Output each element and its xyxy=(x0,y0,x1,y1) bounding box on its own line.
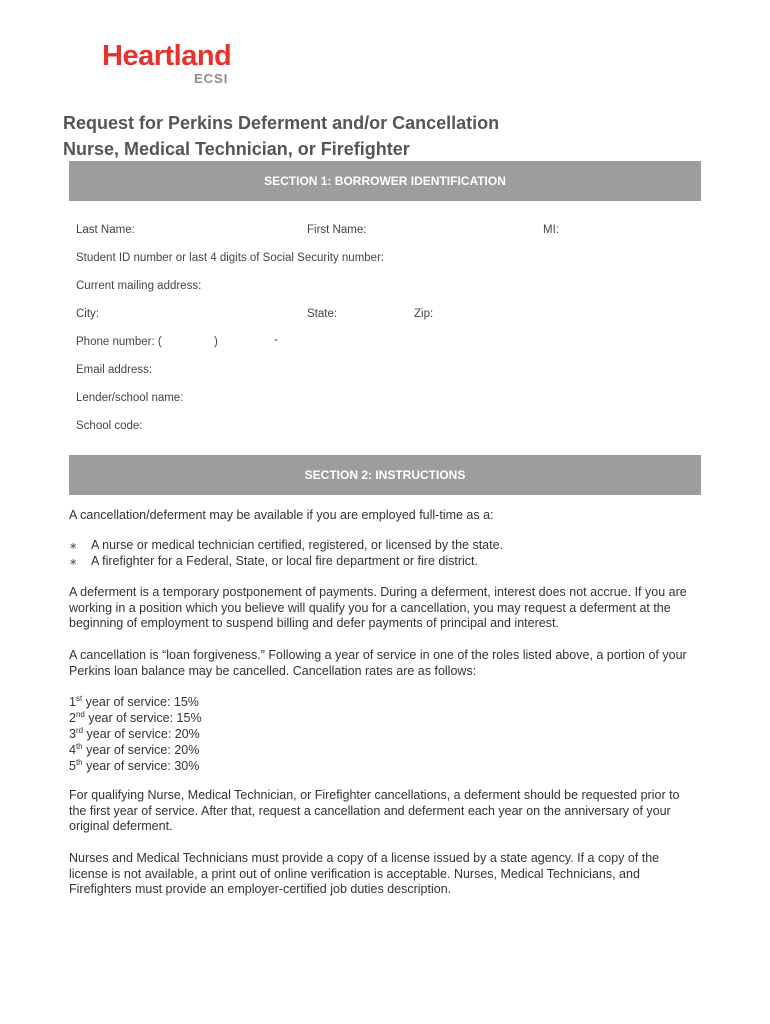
first-name-label: First Name: xyxy=(307,224,367,236)
form-subtitle: Nurse, Medical Technician, or Firefighter xyxy=(63,139,410,159)
rate-line: 3rd year of service: 20% xyxy=(69,726,200,742)
address-label: Current mailing address: xyxy=(76,280,202,292)
rate-line: 4th year of service: 20% xyxy=(69,742,200,758)
zip-label: Zip: xyxy=(414,308,434,320)
logo-subtext: ECSI xyxy=(194,71,229,86)
license-paragraph: Nurses and Medical Technicians must provide a copy of a license issued by a state agency. If a copy of the license is not available, a print out of online verification is acceptable. Nurses, Medical Technicians, and Firefighters must provide an employer-certified job duties description. xyxy=(69,851,660,896)
bullet-item: A firefighter for a Federal, State, or local fire department or fire district. xyxy=(91,554,478,568)
cancellation-paragraph: A cancellation is “loan forgiveness.” Following a year of service in one of the roles listed above, a portion of your Perkins loan balance may be cancelled. Cancellation rates are as follows: xyxy=(69,648,687,678)
section-1-header: SECTION 1: BORROWER IDENTIFICATION xyxy=(69,161,701,201)
intro-text: A cancellation/deferment may be available if you are employed full-time as a: xyxy=(69,508,494,522)
mi-label: MI: xyxy=(543,224,559,236)
rate-line: 2nd year of service: 15% xyxy=(69,710,202,726)
school-code-label: School code: xyxy=(76,420,143,432)
bullet-icon: ∗ xyxy=(69,541,78,552)
bullet-item: A nurse or medical technician certified, registered, or licensed by the state. xyxy=(91,538,504,552)
heartland-logo xyxy=(102,40,231,86)
rate-line: 5th year of service: 30% xyxy=(69,758,200,774)
logo-text: Heartland xyxy=(102,40,232,72)
email-label: Email address: xyxy=(76,364,153,376)
form-title: Request for Perkins Deferment and/or Cancellation xyxy=(63,113,500,133)
student-id-label: Student ID number or last 4 digits of Social Security number: xyxy=(76,252,385,264)
phone-paren: ) xyxy=(214,336,218,348)
state-label: State: xyxy=(307,308,338,320)
bullet-icon: ∗ xyxy=(69,557,78,568)
qualifying-paragraph: For qualifying Nurse, Medical Technician, or Firefighter cancellations, a deferment should be requested prior to the first year of service. After that, request a cancellation and deferment each year on the anniversary of your original deferment. xyxy=(69,788,680,833)
city-label: City: xyxy=(76,308,99,320)
rate-line: 1st year of service: 15% xyxy=(69,694,199,710)
phone-dash: - xyxy=(274,334,278,346)
last-name-label: Last Name: xyxy=(76,224,135,236)
phone-label: Phone number: ( xyxy=(76,336,162,348)
deferment-paragraph: A deferment is a temporary postponement of payments. During a deferment, interest does not accrue. If you are working in a position which you believe will qualify you for a cancellation, you may request a deferment at the beginning of employment to suspend billing and defer payments of principal and interest. xyxy=(69,585,687,630)
lender-label: Lender/school name: xyxy=(76,392,184,404)
section-2-header: SECTION 2: INSTRUCTIONS xyxy=(69,455,701,495)
